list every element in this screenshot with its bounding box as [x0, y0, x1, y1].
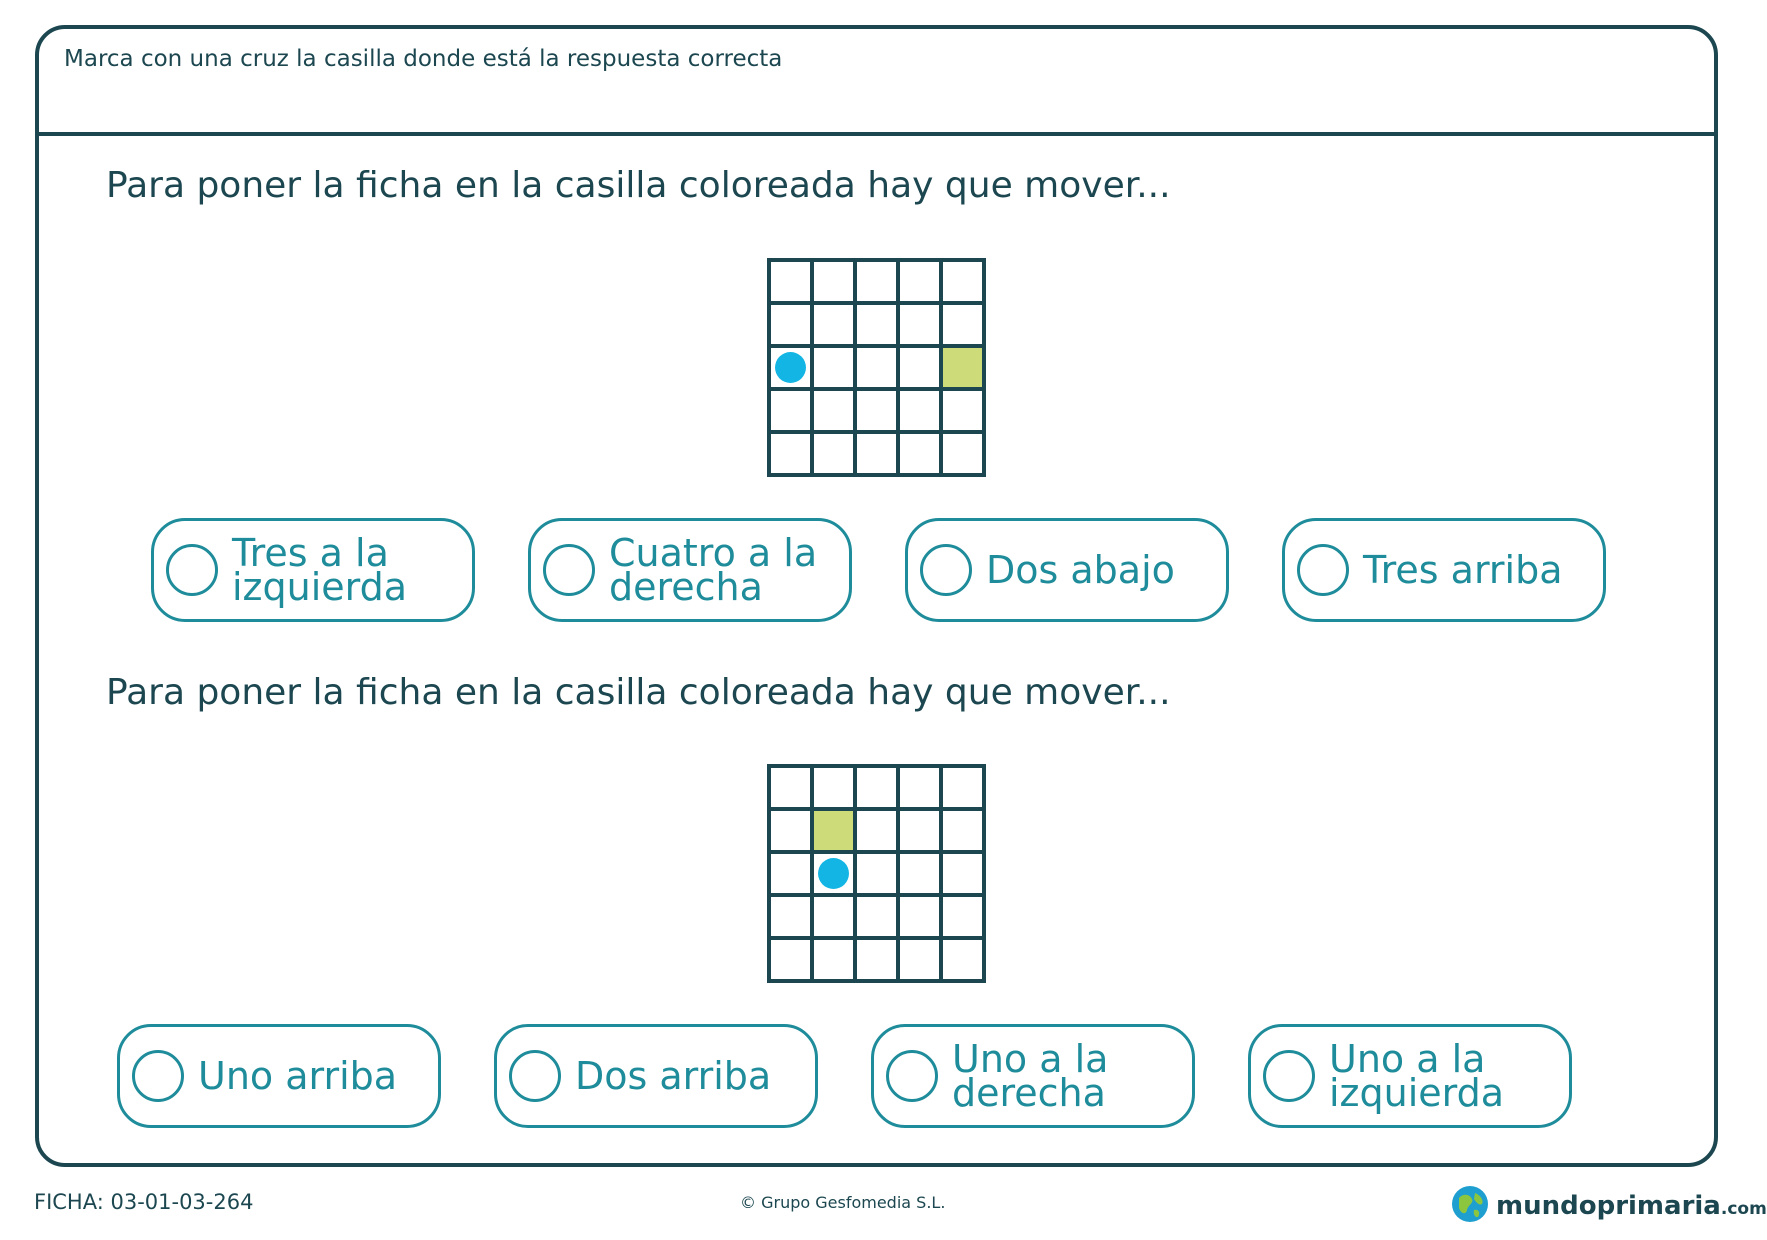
copyright-text: © Grupo Gesfomedia S.L.: [740, 1193, 946, 1212]
grid-cell: [941, 766, 984, 809]
grid-cell: [855, 346, 898, 389]
grid-cell: [769, 260, 812, 303]
option-radio[interactable]: [166, 544, 218, 596]
option-radio[interactable]: [886, 1050, 938, 1102]
grid-cell: [769, 809, 812, 852]
question-2-option-1[interactable]: [117, 1024, 441, 1128]
grid-cell: [855, 432, 898, 475]
grid-cell: [898, 346, 941, 389]
grid-cell: [855, 389, 898, 432]
option-radio[interactable]: [1297, 544, 1349, 596]
option-label: Uno arriba: [198, 1054, 398, 1098]
grid-cell: [941, 260, 984, 303]
question-1-grid: [767, 258, 986, 477]
globe-icon: [1450, 1184, 1490, 1228]
grid-cell: [941, 809, 984, 852]
game-token: [818, 858, 849, 889]
option-label: Uno a la derecha: [952, 1037, 1109, 1115]
grid-cell: [812, 260, 855, 303]
grid-cell: [898, 303, 941, 346]
grid-cell: [898, 938, 941, 981]
grid-cell: [941, 938, 984, 981]
option-label: Uno a la izquierda: [1329, 1037, 1505, 1115]
grid-cell: [812, 766, 855, 809]
grid-cell: [812, 895, 855, 938]
grid-cell: [855, 809, 898, 852]
grid-cell: [812, 303, 855, 346]
grid-cell: [941, 895, 984, 938]
grid-cell: [855, 260, 898, 303]
option-radio[interactable]: [132, 1050, 184, 1102]
grid-cell: [898, 895, 941, 938]
grid-cell: [855, 895, 898, 938]
grid-cell: [898, 432, 941, 475]
question-2-prompt: Para poner la ficha en la casilla coloreada hay que mover...: [106, 672, 1171, 713]
grid-cell: [769, 852, 812, 895]
grid-cell: [855, 303, 898, 346]
grid-cell: [812, 432, 855, 475]
grid-cell: [769, 938, 812, 981]
grid-cell: [898, 852, 941, 895]
question-1-option-1[interactable]: [151, 518, 475, 622]
worksheet-code: FICHA: 03-01-03-264: [34, 1190, 254, 1214]
question-1-prompt: Para poner la ficha en la casilla coloreada hay que mover...: [106, 165, 1171, 206]
question-2-option-2[interactable]: [494, 1024, 818, 1128]
grid-cell: [769, 432, 812, 475]
grid-cell: [898, 766, 941, 809]
grid-cell: [855, 766, 898, 809]
option-label: Dos abajo: [986, 548, 1175, 592]
question-1-option-4[interactable]: [1282, 518, 1606, 622]
option-label: Cuatro a la derecha: [609, 531, 818, 609]
option-radio[interactable]: [543, 544, 595, 596]
grid-cell: [769, 895, 812, 938]
option-radio[interactable]: [1263, 1050, 1315, 1102]
brand-logo[interactable]: [1450, 1184, 1767, 1228]
grid-cell: [898, 260, 941, 303]
grid-cell: [898, 389, 941, 432]
question-1-option-3[interactable]: [905, 518, 1229, 622]
grid-cell: [941, 389, 984, 432]
question-1-option-2[interactable]: [528, 518, 852, 622]
grid-cell: [769, 389, 812, 432]
board-svg: [767, 258, 986, 477]
grid-cell: [812, 346, 855, 389]
target-cell: [812, 809, 855, 852]
option-label: Tres a la izquierda: [232, 531, 408, 609]
grid-cell: [855, 852, 898, 895]
grid-cell: [941, 303, 984, 346]
question-2-option-3[interactable]: [871, 1024, 1195, 1128]
grid-cell: [898, 809, 941, 852]
grid-cell: [855, 938, 898, 981]
option-radio[interactable]: [509, 1050, 561, 1102]
option-radio[interactable]: [920, 544, 972, 596]
grid-cell: [769, 303, 812, 346]
grid-cell: [941, 852, 984, 895]
question-2-option-4[interactable]: [1248, 1024, 1572, 1128]
brand-name: mundoprimaria.com: [1496, 1191, 1767, 1221]
grid-cell: [769, 766, 812, 809]
instruction-text: Marca con una cruz la casilla donde está la respuesta correcta: [64, 46, 783, 72]
grid-cell: [812, 389, 855, 432]
game-token: [775, 352, 806, 383]
option-label: Tres arriba: [1363, 548, 1563, 592]
header-divider: [35, 132, 1718, 136]
board-svg: [767, 764, 986, 983]
question-2-grid: [767, 764, 986, 983]
grid-cell: [941, 432, 984, 475]
target-cell: [941, 346, 984, 389]
option-label: Dos arriba: [575, 1054, 772, 1098]
grid-cell: [812, 938, 855, 981]
